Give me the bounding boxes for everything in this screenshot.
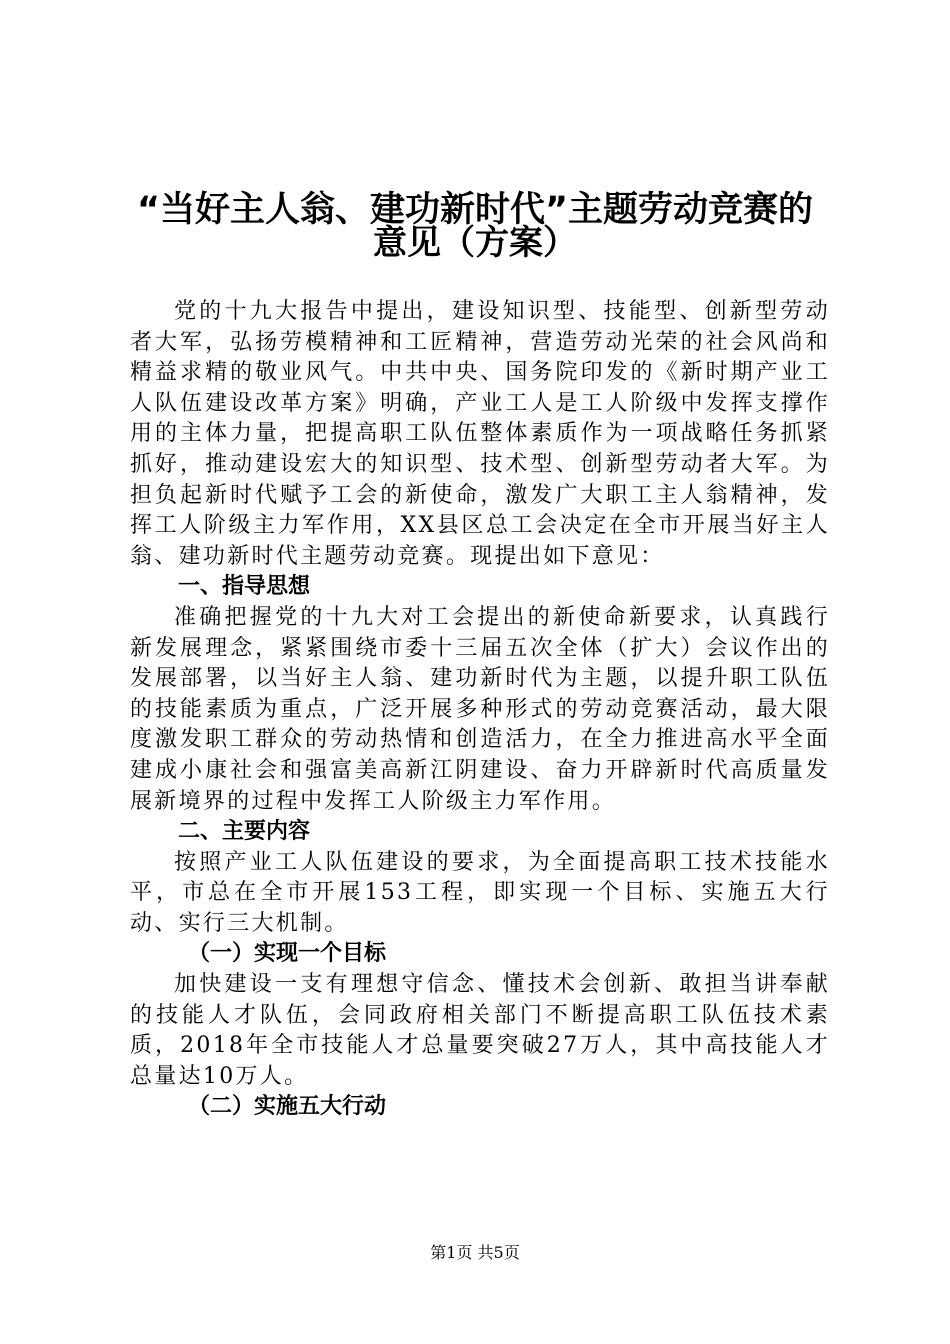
intro-paragraph: 党的十九大报告中提出，建设知识型、技能型、创新型劳动者大军，弘扬劳模精神和工匠精神，营造劳动光荣的社会风尚和精益求精的敬业风气。中共中央、国务院印发的《新时期产业工人队伍建设改革方案》明确，产业工人是工人阶级中发挥支撑作用的主体力量，把提高职工队伍整体素质作为一项战略任务抓紧抓好，推动建设宏大的知识型、技术型、创新型劳动者大军。为担负起新时代赋予工会的新使命，激发广大职工主人翁精神，发挥工人阶级主力军作用，XX县区总工会决定在全市开展当好主人翁、建功新时代主题劳动竞赛。现提出如下意见： [130, 299, 830, 569]
document-body [130, 297, 830, 1123]
main-content-paragraph: 按照产业工人队伍建设的要求，为全面提高职工技术技能水平，市总在全市开展153工程，即实现一个目标、实施五大行动、实行三大机制。 [130, 849, 830, 936]
page-number-footer: 第1页 共5页 [430, 1243, 520, 1262]
section-heading-main-content: 二、主要内容 [178, 819, 311, 845]
subsection-heading-one-goal: （一）实现一个目标 [188, 941, 387, 967]
guiding-thought-paragraph: 准确把握党的十九大对工会提出的新使命新要求，认真践行新发展理念，紧紧围绕市委十三届五次全体（扩大）会议作出的发展部署，以当好主人翁、建功新时代为主题，以提升职工队伍的技能素质为重点，广泛开展多种形式的劳动竞赛活动，最大限度激发职工群众的劳动热情和创造活力，在全力推进高水平全面建成小康社会和强富美高新江阴建设、奋力开辟新时代高质量发展新境界的过程中发挥工人阶级主力军作用。 [130, 604, 830, 814]
section-heading-guiding-thought: 一、指导思想 [178, 574, 311, 600]
document-title-line2: 意见（方案） [373, 223, 577, 263]
one-goal-paragraph: 加快建设一支有理想守信念、懂技术会创新、敢担当讲奉献的技能人才队伍，会同政府相关部门不断提高职工队伍技术素质，2018年全市技能人才总量要突破27万人，其中高技能人才总量达10万人。 [130, 972, 830, 1089]
document-title-line1: “当好主人翁、建功新时代”主题劳动竞赛的 [136, 190, 813, 230]
subsection-heading-five-actions: （二）实施五大行动 [188, 1094, 387, 1120]
